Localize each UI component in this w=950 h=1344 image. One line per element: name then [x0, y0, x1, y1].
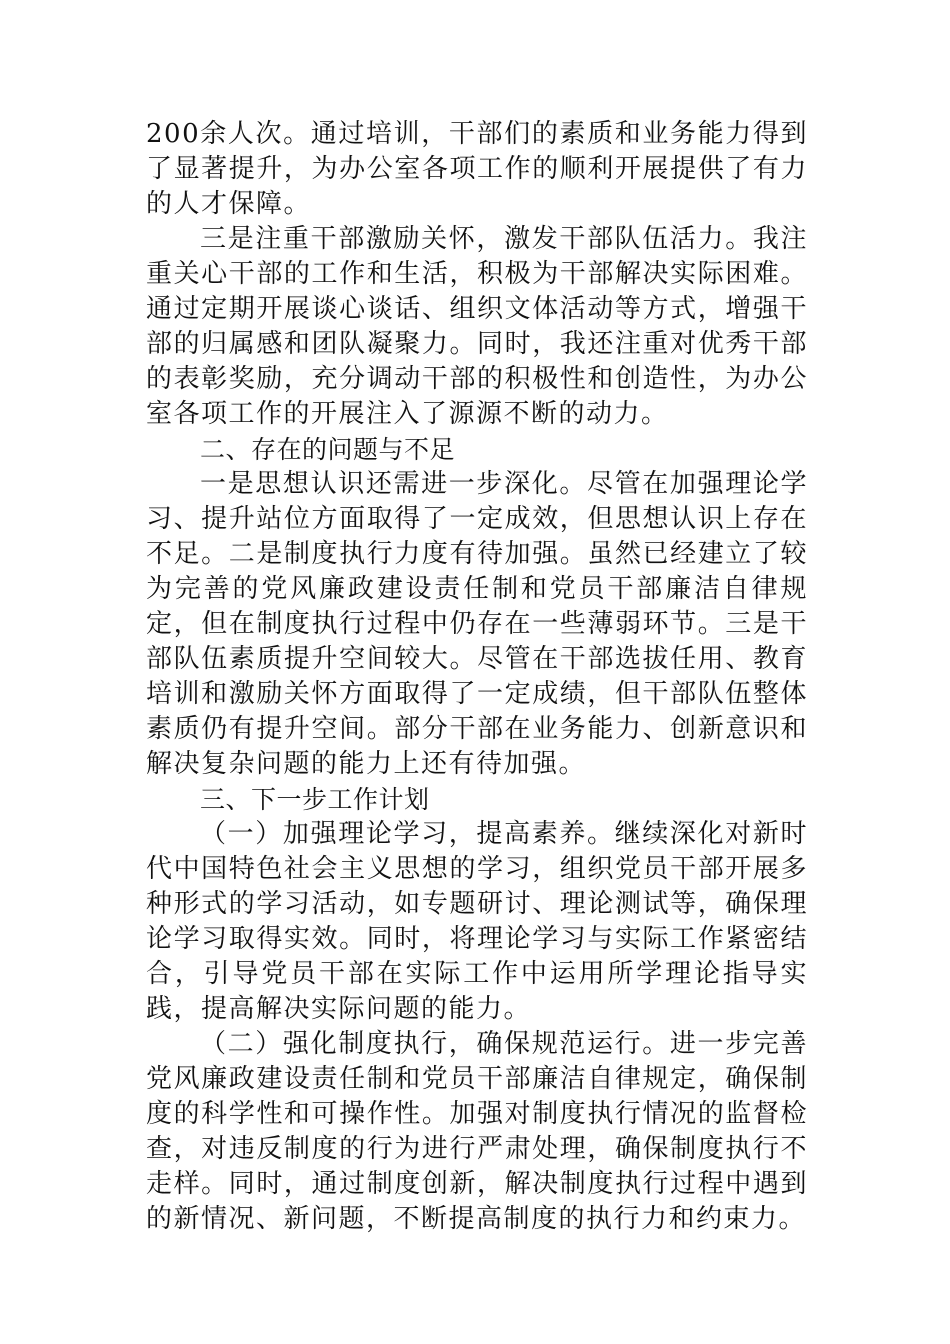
document-page [146, 117, 808, 1237]
section-heading-next-steps: 三、下一步工作计划 [200, 785, 430, 814]
paragraph-training-continued: 200余人次。通过培训，干部们的素质和业务能力得到了显著提升，为办公室各项工作的顺利开展提供了有力的人才保障。 [146, 119, 808, 219]
paragraph-cadre-motivation: 三是注重干部激励关怀，激发干部队伍活力。我注重关心干部的工作和生活，积极为干部解决实际困难。通过定期开展谈心谈话、组织文体活动等方式，增强干部的归属感和团队凝聚力。同时，我还注重对优秀干部的表彰奖励，充分调动干部的积极性和创造性，为办公室各项工作的开展注入了源源不断的动力。 [146, 224, 808, 429]
paragraph-plan-theory-study: （一）加强理论学习，提高素养。继续深化对新时代中国特色社会主义思想的学习，组织党员干部开展多种形式的学习活动，如专题研讨、理论测试等，确保理论学习取得实效。同时，将理论学习与实际工作紧密结合，引导党员干部在实际工作中运用所学理论指导实践，提高解决实际问题的能力。 [146, 819, 808, 1024]
paragraph-problems: 一是思想认识还需进一步深化。尽管在加强理论学习、提升站位方面取得了一定成效，但思想认识上存在不足。二是制度执行力度有待加强。虽然已经建立了较为完善的党风廉政建设责任制和党员干部廉洁自律规定，但在制度执行过程中仍存在一些薄弱环节。三是干部队伍素质提升空间较大。尽管在干部选拔任用、教育培训和激励关怀方面取得了一定成绩，但干部队伍整体素质仍有提升空间。部分干部在业务能力、创新意识和解决复杂问题的能力上还有待加强。 [146, 469, 808, 779]
section-heading-problems: 二、存在的问题与不足 [200, 435, 456, 464]
paragraph-plan-system-execution: （二）强化制度执行，确保规范运行。进一步完善党风廉政建设责任制和党员干部廉洁自律规定，确保制度的科学性和可操作性。加强对制度执行情况的监督检查，对违反制度的行为进行严肃处理，确保制度执行不走样。同时，通过制度创新，解决制度执行过程中遇到的新情况、新问题，不断提高制度的执行力和约束力。 [146, 1029, 808, 1234]
